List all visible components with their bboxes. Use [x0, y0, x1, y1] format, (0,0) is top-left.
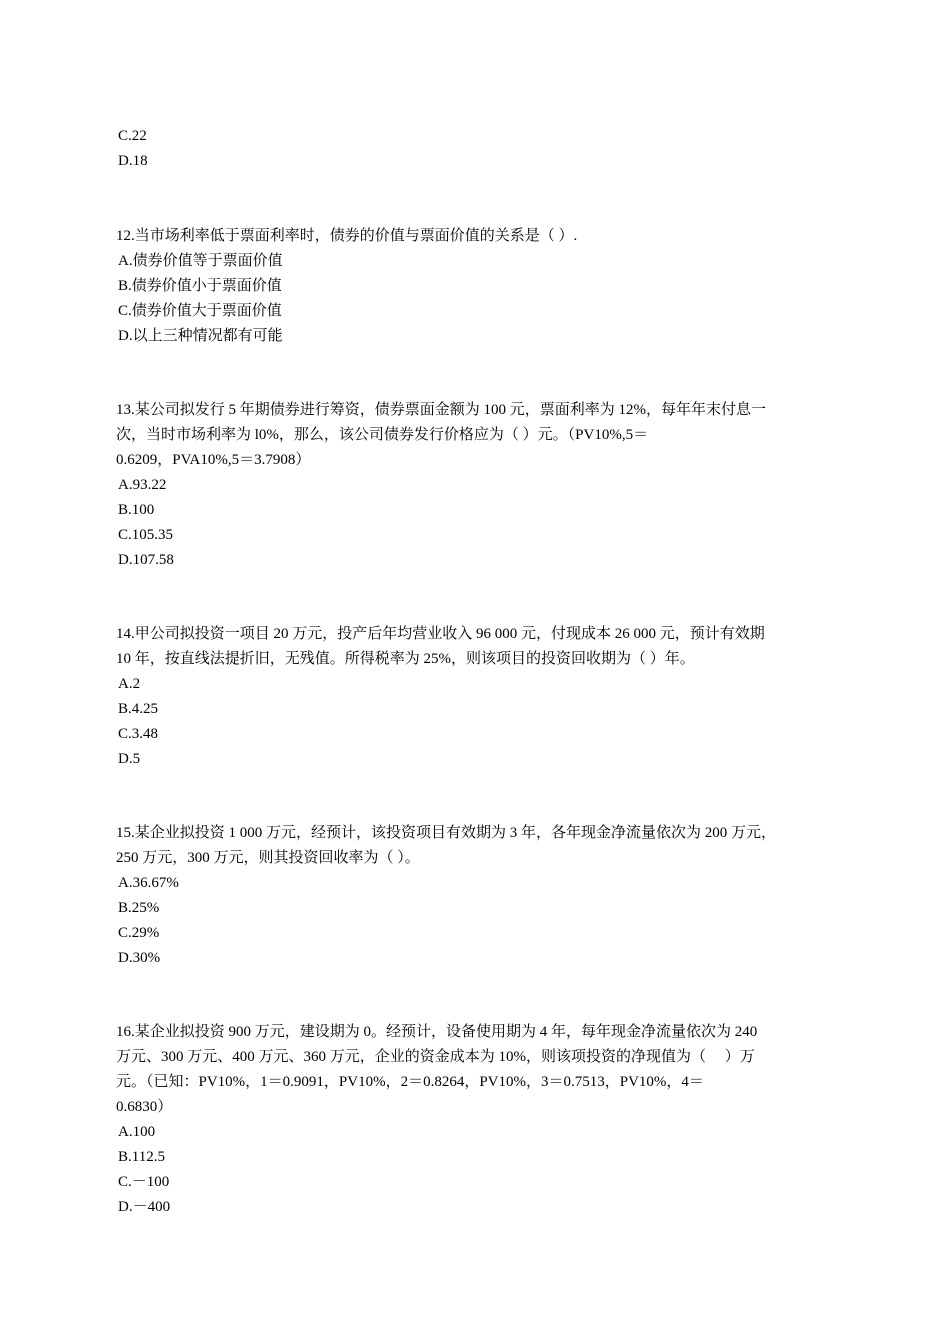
question-text: 16.某企业拟投资 900 万元，建设期为 0。经预计，设备使用期为 4 年，每年现金净流量依次为 240: [116, 1024, 758, 1040]
option-a: A.债券价值等于票面价值: [118, 253, 283, 269]
option-c: C.3.48: [118, 726, 159, 742]
question-text: 13.某公司拟发行 5 年期债券进行筹资，债券票面金额为 100 元，票面利率为 12%，每年年末付息一: [116, 402, 766, 418]
question-text: 0.6830）: [116, 1099, 173, 1115]
question-16: [116, 1020, 840, 1220]
option-c: C.29%: [118, 925, 160, 941]
option-c: C.105.35: [118, 527, 174, 543]
question-text: 15.某企业拟投资 1 000 万元，经预计，该投资项目有效期为 3 年，各年现金净流量依次为 200 万元，: [116, 825, 777, 841]
question-12: [116, 224, 840, 349]
option-d: D.107.58: [118, 552, 174, 568]
question-text: 万元、300 万元、400 万元、360 万元，企业的资金成本为 10%，则该项投资的净现值为（ ）万: [116, 1049, 755, 1065]
option-d: D.－400: [118, 1199, 171, 1215]
option-a: A.93.22: [118, 477, 167, 493]
option-d: D.30%: [118, 950, 161, 966]
option-a: A.2: [118, 676, 141, 692]
question-text: 250 万元，300 万元，则其投资回收率为（ ）。: [116, 850, 420, 866]
option-b: B.4.25: [118, 701, 159, 717]
option-d: D.18: [118, 153, 148, 169]
option-b: B.债券价值小于票面价值: [118, 278, 282, 294]
question-text: 次，当时市场利率为 l0%，那么，该公司债券发行价格应为（ ）元。（PV10%,5＝: [116, 427, 649, 443]
option-c: C.－100: [118, 1174, 170, 1190]
option-a: A.100: [118, 1124, 156, 1140]
option-b: B.25%: [118, 900, 160, 916]
question-13: [116, 398, 840, 573]
option-b: B.100: [118, 502, 155, 518]
option-c: C.债券价值大于票面价值: [118, 303, 282, 319]
option-b: B.112.5: [118, 1149, 165, 1165]
question-text: 12.当市场利率低于票面利率时，债券的价值与票面价值的关系是（ ）.: [116, 228, 578, 244]
option-d: D.5: [118, 751, 141, 767]
question-text: 0.6209，PVA10%,5＝3.7908）: [116, 452, 311, 468]
question-15: [116, 821, 840, 971]
question-text: 14.甲公司拟投资一项目 20 万元，投产后年均营业收入 96 000 元，付现成本 26 000 元，预计有效期: [116, 626, 765, 642]
question-text: 元。（已知：PV10%，1＝0.9091，PV10%，2＝0.8264，PV10%，3＝0.7513，PV10%，4＝: [116, 1074, 704, 1090]
question-text: 10 年，按直线法提折旧，无残值。所得税率为 25%，则该项目的投资回收期为（ ）年。: [116, 651, 695, 667]
option-d: D.以上三种情况都有可能: [118, 328, 283, 344]
option-a: A.36.67%: [118, 875, 179, 891]
question-11-options-continued: [116, 124, 840, 174]
option-c: C.22: [118, 128, 147, 144]
question-14: [116, 622, 840, 772]
